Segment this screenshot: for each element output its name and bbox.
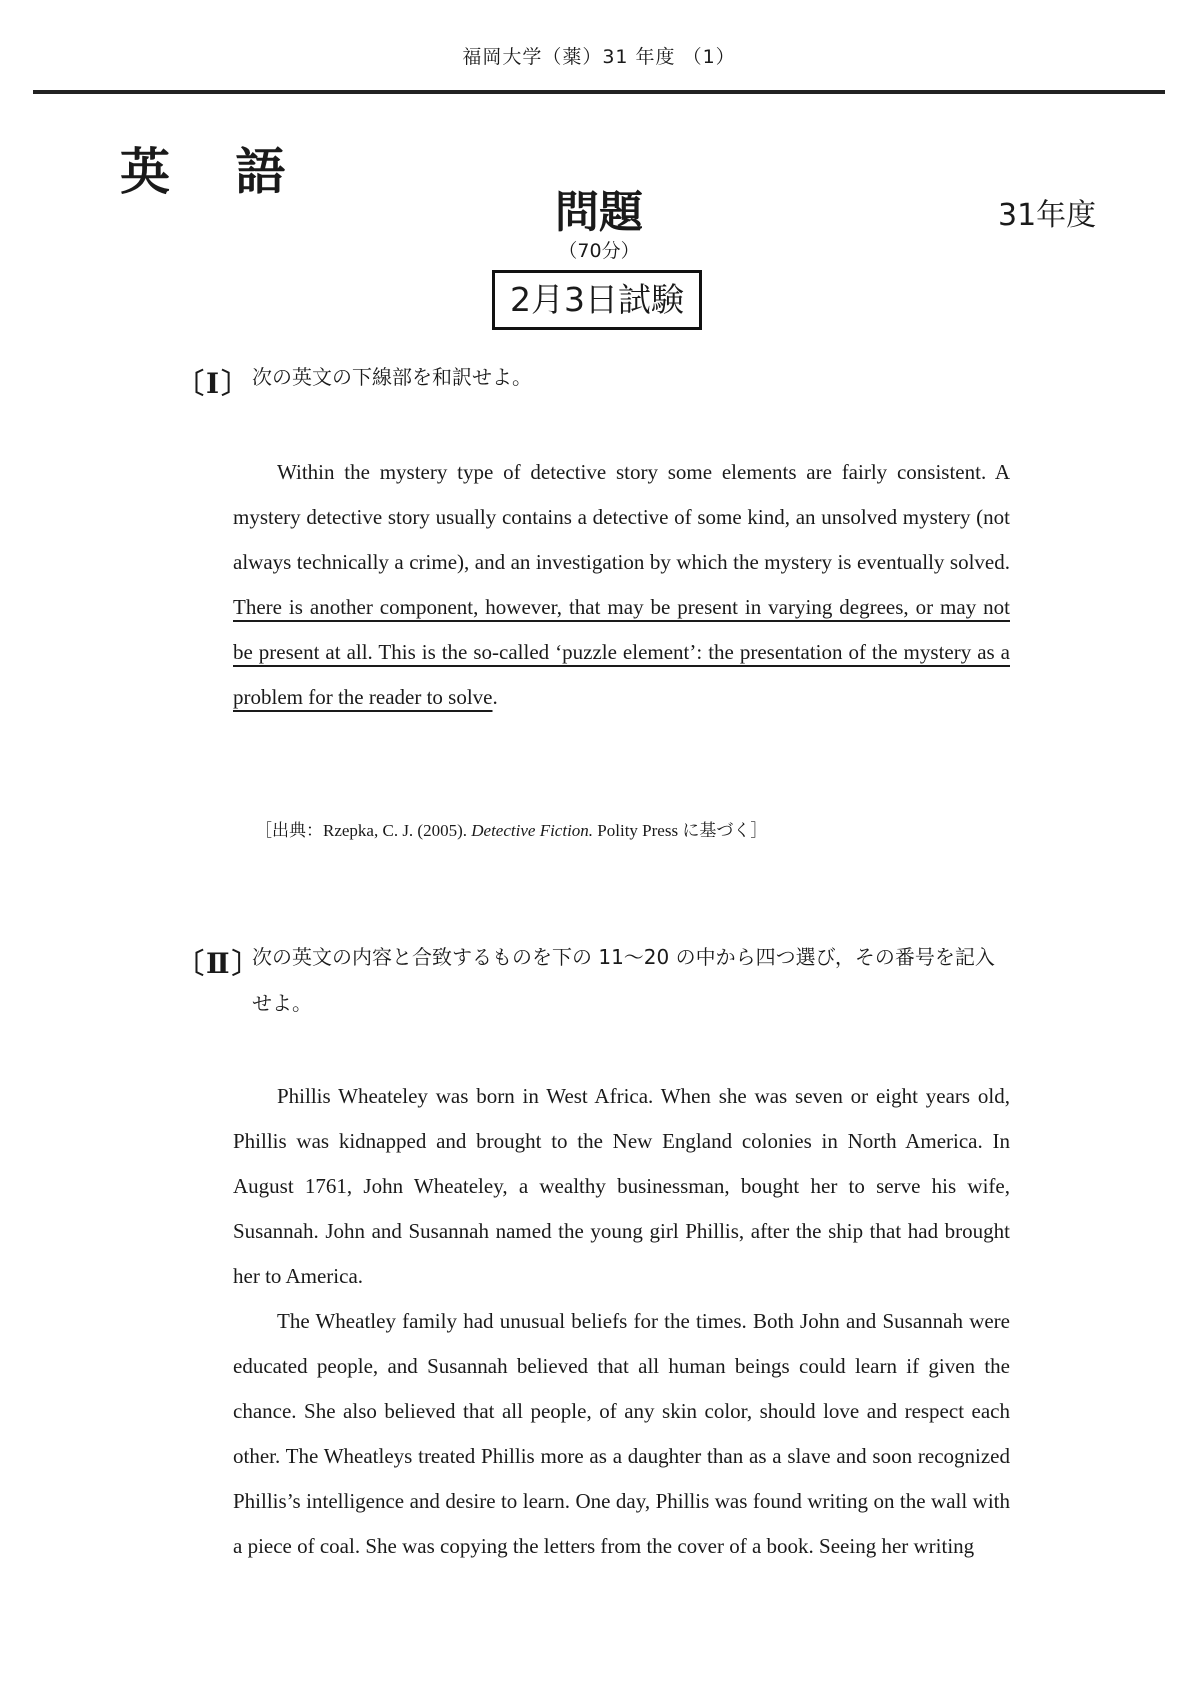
section-1-passage: [233, 450, 1010, 720]
citation-publisher: Polity Press に基づく］: [593, 821, 768, 840]
citation: [255, 816, 767, 841]
exam-date-box: 2月3日試験: [492, 270, 702, 330]
header-rule: [33, 90, 1165, 94]
section-1-instruction: 次の英文の下線部を和訳せよ。: [252, 365, 532, 389]
section-2-number: 〔Ⅱ〕: [176, 949, 262, 980]
section-2-paragraph: The Wheatley family had unusual beliefs for the times. Both John and Susannah were educated people, and Susannah believed that all human beings could learn if given the chance. She also believed that all people, of any skin color, should love and respect each other. The Wheatleys treated Phillis more as a daughter than as a slave and soon recognized Phillis’s intelligence and desire to learn. One day, Phillis was found writing on the wall with a piece of coal. She was copying the letters from the cover of a book. Seeing her writing: [233, 1309, 1010, 1558]
section-2-paragraph: Phillis Wheateley was born in West Africa. When she was seven or eight years old, Phillis was kidnapped and brought to the New England colonies in North America. In August 1761, John Wheateley, a wealthy businessman, bought her to serve his wife, Susannah. John and Susannah named the young girl Phillis, after the ship that had brought her to America.: [233, 1084, 1010, 1288]
section-2-passage: [233, 1074, 1010, 1569]
citation-title: Detective Fiction.: [471, 821, 594, 840]
passage-text: Within the mystery type of detective story some elements are fairly consistent. A mystery detective story usually contains a detective of some kind, an unsolved mystery (not always technically a crime), and an investigation by which the mystery is eventually solved.: [233, 460, 1010, 574]
passage-end: .: [492, 685, 498, 709]
running-header: 福岡大学（薬）31 年度 （1）: [462, 46, 736, 68]
exam-year: 31年度: [998, 198, 1097, 233]
section-1-number: 〔Ⅰ〕: [176, 369, 252, 400]
underlined-passage: There is another component, however, that may be present in varying degrees, or may not be present at all. This is the so-called ‘puzzle element’: the presentation of the mystery as a problem for the reader to solve: [233, 595, 1010, 709]
section-1-paragraph: [233, 450, 1010, 720]
page-title: 問題: [555, 187, 643, 238]
citation-source: ［出典：Rzepka, C. J. (2005).: [255, 821, 472, 840]
section-2-instruction: 次の英文の内容と合致するものを下の 11～20 の中から四つ選び，その番号を記入せよ。: [252, 945, 995, 1015]
exam-duration: （70分）: [558, 240, 640, 262]
subject-title: 英 語: [120, 143, 310, 201]
